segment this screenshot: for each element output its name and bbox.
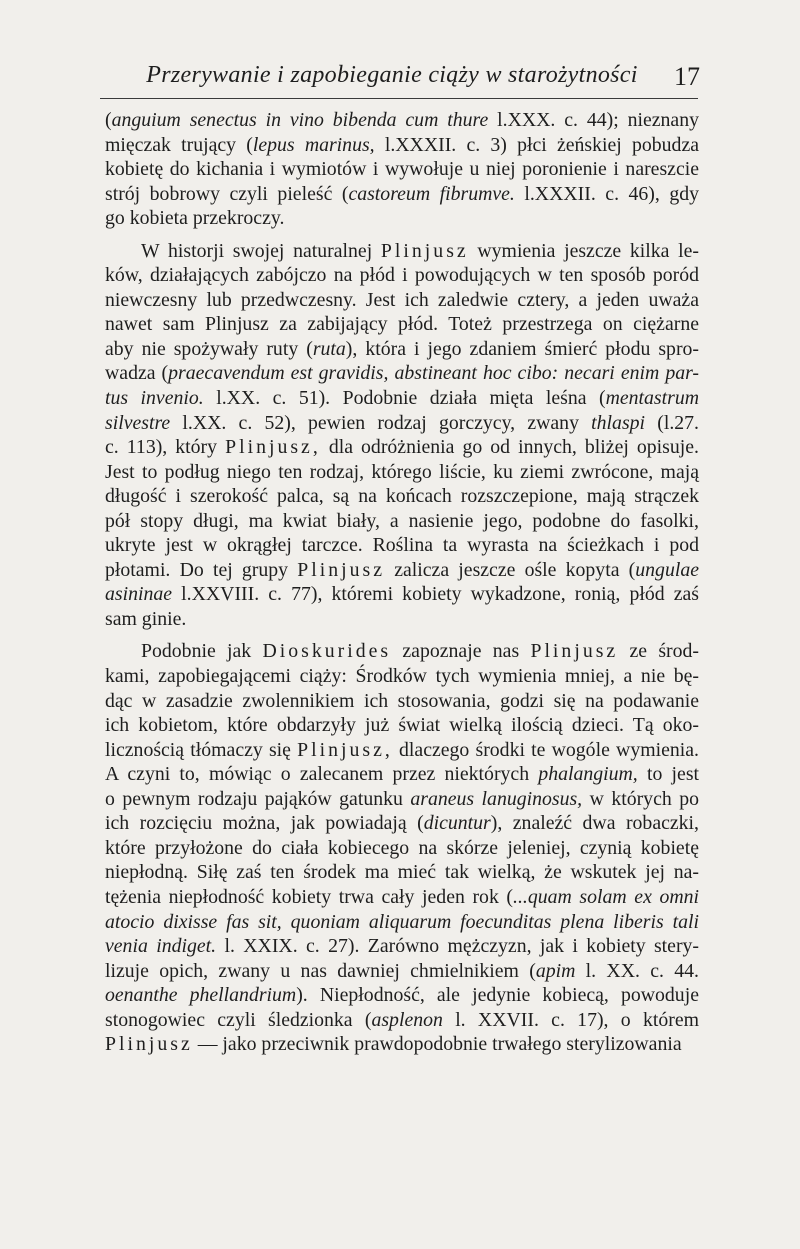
text-run: l.XX. c. 52), pewien rodzaj gorczycy, zwany bbox=[170, 411, 592, 434]
text-line bbox=[105, 910, 699, 935]
text-run: stonogowiec czyli śledzionka ( bbox=[105, 1008, 372, 1031]
text-run: l.XXVIII. c. 77), któremi kobiety wykadzone, ronią, płód zaś bbox=[172, 583, 699, 606]
text-line bbox=[105, 182, 699, 207]
text-run: ), która i jego zdaniem śmierć płodu spro- bbox=[345, 337, 700, 360]
text-run: to jest bbox=[637, 763, 700, 786]
text-run: l. XXIX. c. 27). Zarówno mężczyzn, jak i kobiety stery- bbox=[216, 935, 700, 958]
text-run: płotami. Do tej grupy bbox=[105, 558, 298, 581]
paragraph bbox=[105, 239, 699, 632]
text-line bbox=[105, 738, 699, 763]
page-number: 17 bbox=[674, 62, 700, 91]
spaced-name-run: Plinjusz bbox=[530, 640, 619, 663]
text-line bbox=[105, 934, 699, 959]
text-run: Jest to podług niego ten rodzaj, którego liście, ku ziemi zwrócone, mają bbox=[105, 460, 699, 483]
text-run: długość i szerokość palca, są na końcach rozszczepione, mają strączek bbox=[105, 485, 699, 508]
text-line bbox=[105, 337, 699, 362]
text-run: ich kobietom, które obdarzyły już świat wielką ilością dzieci. Tą oko- bbox=[105, 714, 699, 737]
text-run: ). Niepłodność, ale jedynie kobiecą, powoduje bbox=[296, 984, 699, 1007]
text-line bbox=[105, 361, 699, 386]
spaced-name-run: Plinjusz, bbox=[297, 738, 393, 761]
text-line bbox=[105, 713, 699, 738]
text-run: c. 113), który bbox=[105, 436, 226, 459]
italic-run: asplenon bbox=[371, 1008, 443, 1031]
header-rule bbox=[100, 98, 698, 99]
italic-run: lepus marinus, bbox=[252, 133, 375, 156]
running-head bbox=[100, 62, 700, 98]
text-line bbox=[105, 607, 699, 632]
text-line bbox=[105, 639, 699, 664]
body-text bbox=[105, 108, 699, 1057]
text-run: dlaczego środki te wogóle wymienia. bbox=[392, 738, 699, 761]
text-line bbox=[105, 689, 699, 714]
italic-run: araneus lanuginosus, bbox=[410, 787, 583, 810]
text-run: l.XXX. c. 44); nieznany bbox=[488, 109, 699, 131]
text-line bbox=[105, 959, 699, 984]
spaced-name-run: Plinjusz bbox=[297, 558, 386, 581]
spaced-name-run: Plinjusz, bbox=[225, 436, 321, 459]
text-line bbox=[105, 484, 699, 509]
text-run: (l.27. bbox=[645, 411, 699, 434]
text-line bbox=[105, 582, 699, 607]
paragraph bbox=[105, 108, 699, 231]
text-line bbox=[105, 133, 699, 158]
text-run: ( bbox=[105, 109, 112, 131]
italic-run: apim bbox=[535, 959, 576, 982]
italic-run: castoreum fibrumve. bbox=[348, 182, 515, 205]
text-line bbox=[105, 108, 699, 133]
text-run: licznością tłómaczy się bbox=[105, 738, 298, 761]
text-line bbox=[105, 1032, 699, 1057]
text-line bbox=[105, 157, 699, 182]
text-line bbox=[105, 435, 699, 460]
text-run: Podobnie jak bbox=[141, 640, 263, 663]
italic-run: ungulae bbox=[635, 558, 699, 581]
italic-run: phalangium, bbox=[538, 763, 638, 786]
text-run: l. XXVII. c. 17), o którem bbox=[442, 1008, 699, 1031]
text-run: lizuje opich, zwany u nas dawniej chmielnikiem ( bbox=[105, 959, 536, 982]
text-line bbox=[105, 239, 699, 264]
text-line bbox=[105, 885, 699, 910]
text-run: — jako przeciwnik prawdopodobnie trwałego sterylizowania bbox=[192, 1033, 682, 1056]
text-run: sam ginie. bbox=[105, 607, 187, 630]
text-line bbox=[105, 312, 699, 337]
paragraph-gap bbox=[105, 631, 699, 639]
text-run: l. XX. c. 44. bbox=[575, 959, 699, 982]
text-run: dąc w zasadzie zwolennikiem ich stosowania, godzi się na podawanie bbox=[105, 689, 699, 712]
text-line bbox=[105, 787, 699, 812]
text-line bbox=[105, 664, 699, 689]
italic-run: silvestre bbox=[105, 411, 171, 434]
text-line bbox=[105, 386, 699, 411]
text-run: A czyni to, mówiąc o zalecanem przez niektórych bbox=[105, 763, 539, 786]
italic-run: atocio dixisse fas sit, quoniam aliquarum foecunditas plena liberis tali bbox=[105, 910, 699, 933]
text-run: aby nie spożywały ruty ( bbox=[105, 337, 313, 360]
text-run: tężenia niepłodność kobiety trwa cały jeden rok ( bbox=[105, 885, 514, 908]
italic-run: mentastrum bbox=[605, 387, 700, 410]
text-line bbox=[105, 811, 699, 836]
text-run: l.XXXII. c. 46), gdy bbox=[514, 182, 699, 205]
text-line bbox=[105, 263, 699, 288]
text-line bbox=[105, 983, 699, 1008]
text-line bbox=[105, 411, 699, 436]
text-run: dla odróżnienia go od innych, bliżej opisuje. bbox=[320, 436, 699, 459]
text-line bbox=[105, 460, 699, 485]
text-run: go kobieta przekroczy. bbox=[105, 207, 285, 230]
text-line bbox=[105, 206, 699, 231]
text-line bbox=[105, 533, 699, 558]
italic-run: ...quam solam ex omni bbox=[513, 885, 700, 908]
text-run: ), znaleźć dwa robaczki, bbox=[490, 812, 699, 835]
text-line bbox=[105, 509, 699, 534]
spaced-name-run: Plinjusz bbox=[380, 239, 469, 262]
spaced-name-run: Dioskurides bbox=[262, 640, 392, 663]
text-run: kobietę do kichania i wymiotów i wywołuje u niej poronienie i nareszcie bbox=[105, 158, 699, 181]
text-line bbox=[105, 288, 699, 313]
text-run: wymienia jeszcze kilka le- bbox=[468, 239, 699, 262]
text-line bbox=[105, 836, 699, 861]
paragraph-gap bbox=[105, 231, 699, 239]
italic-run: tus invenio. bbox=[105, 387, 204, 410]
italic-run: asininae bbox=[105, 583, 173, 606]
text-run: pół stopy długi, ma kwiat biały, a nasienie jego, podobne do fasolki, bbox=[105, 509, 699, 532]
running-title: Przerywanie i zapobieganie ciąży w starożytności bbox=[146, 62, 638, 88]
text-run: W historji swojej naturalnej bbox=[141, 239, 381, 262]
text-run: ze środ- bbox=[618, 640, 699, 663]
text-run: ukryte jest w okrągłej tarczce. Roślina ta wyrasta na ścieżkach i pod bbox=[105, 534, 699, 557]
text-run: niepłodną. Siłę zaś ten środek ma mieć tak wielką, że wskutek jej na- bbox=[105, 861, 699, 884]
spaced-name-run: Plinjusz bbox=[105, 1033, 193, 1056]
text-run: l.XX. c. 51). Podobnie działa mięta leśna ( bbox=[203, 387, 606, 410]
text-run: wadza ( bbox=[105, 362, 169, 385]
text-run: zalicza jeszcze ośle kopyta ( bbox=[385, 558, 636, 581]
italic-run: venia indiget. bbox=[105, 935, 217, 958]
text-line bbox=[105, 558, 699, 583]
text-line bbox=[105, 1008, 699, 1033]
italic-run: thlaspi bbox=[591, 411, 646, 434]
text-run: o pewnym rodzaju pająków gatunku bbox=[105, 787, 411, 810]
italic-run: praecavendum est gravidis, abstineant hoc cibo: necari enim par- bbox=[168, 362, 699, 385]
text-run: kami, zapobiegającemi ciąży: Środków tych wymienia mniej, a nie bę- bbox=[105, 665, 699, 688]
text-line bbox=[105, 762, 699, 787]
text-run: zapoznaje nas bbox=[391, 640, 531, 663]
text-line bbox=[105, 860, 699, 885]
text-run: strój bobrowy czyli pieleść ( bbox=[105, 182, 349, 205]
text-run: mięczak trujący ( bbox=[105, 133, 253, 156]
italic-run: dicuntur bbox=[423, 812, 491, 835]
text-run: niewczesny lub przedwczesny. Jest ich zaledwie cztery, a jeden uważa bbox=[105, 288, 699, 311]
text-run: które przyłożone do ciała kobiecego na skórze jeleniej, czynią kobietę bbox=[105, 836, 699, 859]
italic-run: anguium senectus in vino bibenda cum thure bbox=[111, 109, 489, 131]
text-run: nawet sam Plinjusz za zabijający płód. Toteż przestrzega on ciężarne bbox=[105, 313, 699, 336]
text-run: w których po bbox=[582, 787, 699, 810]
italic-run: ruta bbox=[312, 337, 346, 360]
text-run: l.XXXII. c. 3) płci żeńskiej pobudza bbox=[374, 133, 700, 156]
paragraph bbox=[105, 639, 699, 1056]
italic-run: oenanthe phellandrium bbox=[105, 984, 297, 1007]
text-run: ków, działających zabójczo na płód i powodujących w ten sposób poród bbox=[105, 264, 699, 287]
text-run: ich rozcięciu można, jak powiadają ( bbox=[105, 812, 424, 835]
